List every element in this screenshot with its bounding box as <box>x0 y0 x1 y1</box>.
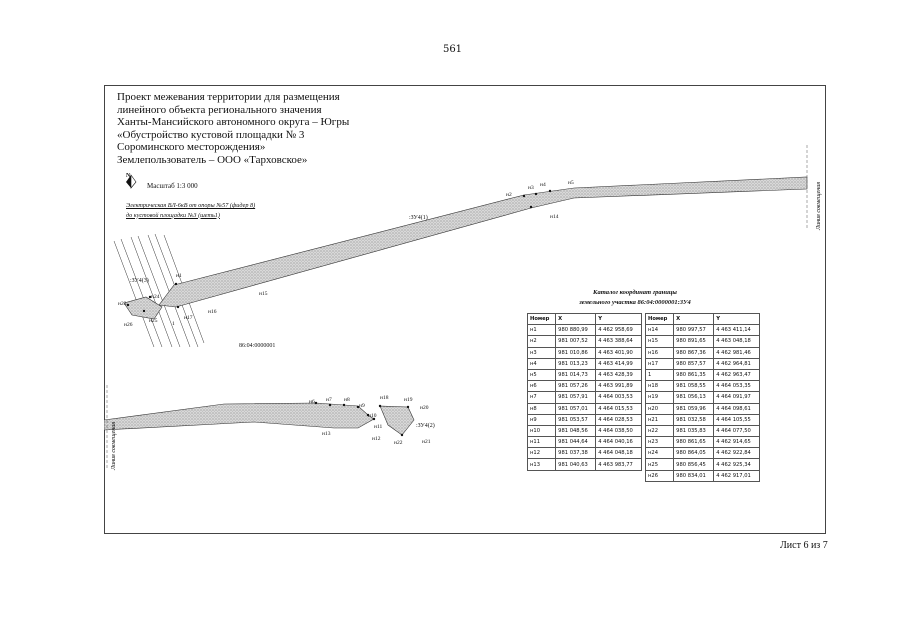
table-cell: н15 <box>646 336 674 347</box>
parcel-zu4-2b <box>380 406 414 435</box>
table-cell: 4 463 983,77 <box>596 459 642 470</box>
table-cell: н12 <box>528 448 556 459</box>
table-cell: 981 032,58 <box>674 414 714 425</box>
table-row <box>646 425 760 436</box>
table-cell: 4 464 040,16 <box>596 437 642 448</box>
table-cell: н9 <box>528 414 556 425</box>
catalog-title-2: земельного участка 86:04:0000001:ЗУ4 <box>579 299 691 306</box>
table-cell: 981 057,01 <box>556 403 596 414</box>
edge-label-left: Линия совмещения <box>111 421 117 470</box>
table-cell: 981 057,26 <box>556 381 596 392</box>
table-cell: 981 053,57 <box>556 414 596 425</box>
table-cell: н11 <box>528 437 556 448</box>
table-row <box>646 358 760 369</box>
table-cell: 980 861,35 <box>674 369 714 380</box>
point-label: н11 <box>374 424 383 430</box>
table-row <box>528 403 642 414</box>
edge-label-right: Линия совмещения <box>816 181 822 230</box>
table-cell: 981 048,56 <box>556 425 596 436</box>
table-row <box>646 403 760 414</box>
sheet-label: Лист 6 из 7 <box>780 540 828 551</box>
table-row <box>528 425 642 436</box>
table-row <box>646 369 760 380</box>
table-cell: 4 463 428,39 <box>596 369 642 380</box>
table-row <box>646 347 760 358</box>
table-cell: 4 464 105,55 <box>714 414 760 425</box>
point-label: н22 <box>394 440 403 446</box>
table-row <box>646 470 760 481</box>
page-number: 561 <box>442 44 463 55</box>
table-cell: 981 044,64 <box>556 437 596 448</box>
table-cell: 4 463 388,64 <box>596 336 642 347</box>
point-label: н26 <box>124 322 133 328</box>
point-label: н16 <box>208 309 217 315</box>
table-cell: 980 857,57 <box>674 358 714 369</box>
col-header: Y <box>596 314 642 325</box>
col-header: Номер <box>646 314 674 325</box>
point-label: н17 <box>184 315 193 321</box>
table-cell: н4 <box>528 358 556 369</box>
parcel-label: :ЗУ4(2) <box>416 423 435 429</box>
col-header: Номер <box>528 314 556 325</box>
table-cell: 980 880,99 <box>556 325 596 336</box>
table-cell: 4 464 077,50 <box>714 425 760 436</box>
table-row <box>528 414 642 425</box>
catalog-title <box>530 288 740 308</box>
table-cell: 980 997,57 <box>674 325 714 336</box>
table-cell: 981 010,86 <box>556 347 596 358</box>
coords-table-right <box>645 313 760 482</box>
table-cell: 981 035,83 <box>674 425 714 436</box>
table-cell: н19 <box>646 392 674 403</box>
table-cell: 981 056,13 <box>674 392 714 403</box>
table-cell: н23 <box>646 437 674 448</box>
title-line: Проект межевания территории для размещения <box>117 91 340 103</box>
table-row <box>528 347 642 358</box>
table-cell: 4 464 028,53 <box>596 414 642 425</box>
point-label: н23 <box>118 301 127 307</box>
table-cell: 4 463 991,89 <box>596 381 642 392</box>
table-cell: 4 462 964,81 <box>714 358 760 369</box>
point-label: н10 <box>368 413 377 419</box>
point-label: н14 <box>550 214 559 220</box>
table-cell: 981 040,63 <box>556 459 596 470</box>
table-cell: 4 463 401,90 <box>596 347 642 358</box>
table-cell: 4 464 003,53 <box>596 392 642 403</box>
table-cell: н25 <box>646 459 674 470</box>
table-cell: н6 <box>528 381 556 392</box>
col-header: X <box>556 314 596 325</box>
table-cell: 980 867,36 <box>674 347 714 358</box>
title-line: «Обустройство кустовой площадки № 3 <box>117 128 305 141</box>
point-label: н12 <box>372 436 381 442</box>
table-cell: 4 464 091,97 <box>714 392 760 403</box>
table-cell: 4 463 411,14 <box>714 325 760 336</box>
table-cell: 4 462 925,34 <box>714 459 760 470</box>
power-line-title-2: до кустовой площадки №3 (шеть1) <box>126 211 220 219</box>
point-label: н15 <box>259 291 268 297</box>
vertex-markers <box>127 190 551 436</box>
table-row <box>646 414 760 425</box>
table-cell: 981 007,52 <box>556 336 596 347</box>
coords-table-left <box>527 313 642 471</box>
table-cell: н13 <box>528 459 556 470</box>
table-row <box>528 358 642 369</box>
table-cell: н8 <box>528 403 556 414</box>
point-label: н21 <box>422 439 431 445</box>
table-cell: н14 <box>646 325 674 336</box>
point-label: н9 <box>359 403 365 409</box>
table-cell: 4 464 038,50 <box>596 425 642 436</box>
title-line: Сороминского месторождения» <box>117 141 266 153</box>
table-cell: 981 059,96 <box>674 403 714 414</box>
table-cell: н5 <box>528 369 556 380</box>
table-cell: 4 464 053,35 <box>714 381 760 392</box>
point-label: н1 <box>176 273 182 279</box>
table-row <box>646 336 760 347</box>
table-cell: 4 462 963,47 <box>714 369 760 380</box>
table-cell: н18 <box>646 381 674 392</box>
table-row <box>528 336 642 347</box>
table-cell: н2 <box>528 336 556 347</box>
north-label: N <box>126 173 131 179</box>
point-label: н24 <box>151 294 160 300</box>
table-cell: 980 856,45 <box>674 459 714 470</box>
point-label: н2 <box>506 192 512 198</box>
table-cell: 4 462 917,01 <box>714 470 760 481</box>
point-label: н18 <box>380 395 389 401</box>
table-cell: 980 861,65 <box>674 437 714 448</box>
table-cell: 4 464 098,61 <box>714 403 760 414</box>
table-row <box>646 381 760 392</box>
table-cell: н21 <box>646 414 674 425</box>
table-row <box>528 369 642 380</box>
col-header: Y <box>714 314 760 325</box>
table-cell: 980 891,65 <box>674 336 714 347</box>
table-cell: н17 <box>646 358 674 369</box>
point-label: н25 <box>149 318 158 324</box>
table-cell: 981 058,55 <box>674 381 714 392</box>
parcel-label: :ЗУ4(3) <box>130 278 149 284</box>
power-line-title-1: Электрическая ВЛ-6кВ от опоры №57 (фидер 8) <box>126 202 256 209</box>
table-row <box>528 381 642 392</box>
table-cell: н24 <box>646 448 674 459</box>
point-label: 1 <box>172 321 175 327</box>
table-cell: 4 462 981,46 <box>714 347 760 358</box>
point-label: н8 <box>344 397 350 403</box>
point-label: н7 <box>326 397 332 403</box>
table-cell: 4 462 922,84 <box>714 448 760 459</box>
table-cell: н22 <box>646 425 674 436</box>
table-row <box>528 325 642 336</box>
table-cell: н26 <box>646 470 674 481</box>
col-header: X <box>674 314 714 325</box>
title-line: Ханты-Мансийского автономного округа – Югры <box>117 116 350 128</box>
table-cell: 4 464 048,18 <box>596 448 642 459</box>
table-row <box>646 448 760 459</box>
table-cell: 1 <box>646 369 674 380</box>
title-line: Землепользователь – ООО «Тарховское» <box>117 153 308 166</box>
point-label: н6 <box>309 399 315 405</box>
table-cell: 4 464 015,53 <box>596 403 642 414</box>
point-label: н5 <box>568 180 574 186</box>
scale-label: Масштаб 1:3 000 <box>147 182 198 190</box>
point-label: н20 <box>420 405 429 411</box>
table-cell: н10 <box>528 425 556 436</box>
table-cell: 4 463 048,18 <box>714 336 760 347</box>
table-cell: 981 037,38 <box>556 448 596 459</box>
point-label: н3 <box>528 185 534 191</box>
table-cell: 980 864,05 <box>674 448 714 459</box>
parcel-zu4-2 <box>104 403 374 430</box>
table-row <box>528 392 642 403</box>
table-cell: н7 <box>528 392 556 403</box>
table-cell: 980 834,01 <box>674 470 714 481</box>
parcel-label: :ЗУ4(1) <box>409 215 428 221</box>
point-label: н13 <box>322 431 331 437</box>
table-row <box>528 437 642 448</box>
table-row <box>528 448 642 459</box>
table-cell: н1 <box>528 325 556 336</box>
cadastral-block-label: 86:04:0000001 <box>239 343 276 349</box>
table-row <box>646 392 760 403</box>
table-cell: н3 <box>528 347 556 358</box>
table-row <box>528 459 642 470</box>
table-cell: 981 013,23 <box>556 358 596 369</box>
title-line: линейного объекта регионального значения <box>117 103 322 116</box>
table-cell: н20 <box>646 403 674 414</box>
table-row <box>646 437 760 448</box>
table-row <box>646 459 760 470</box>
power-line-title <box>126 201 255 220</box>
table-cell: 4 462 958,69 <box>596 325 642 336</box>
table-cell: 4 462 914,65 <box>714 437 760 448</box>
table-row <box>646 325 760 336</box>
parcel-zu4-3 <box>124 297 162 319</box>
table-cell: 4 463 414,99 <box>596 358 642 369</box>
table-cell: 981 014,73 <box>556 369 596 380</box>
table-cell: н16 <box>646 347 674 358</box>
catalog-title-1: Каталог координат границы <box>593 289 677 296</box>
table-cell: 981 057,91 <box>556 392 596 403</box>
point-label: н4 <box>540 182 546 188</box>
point-label: н19 <box>404 397 413 403</box>
